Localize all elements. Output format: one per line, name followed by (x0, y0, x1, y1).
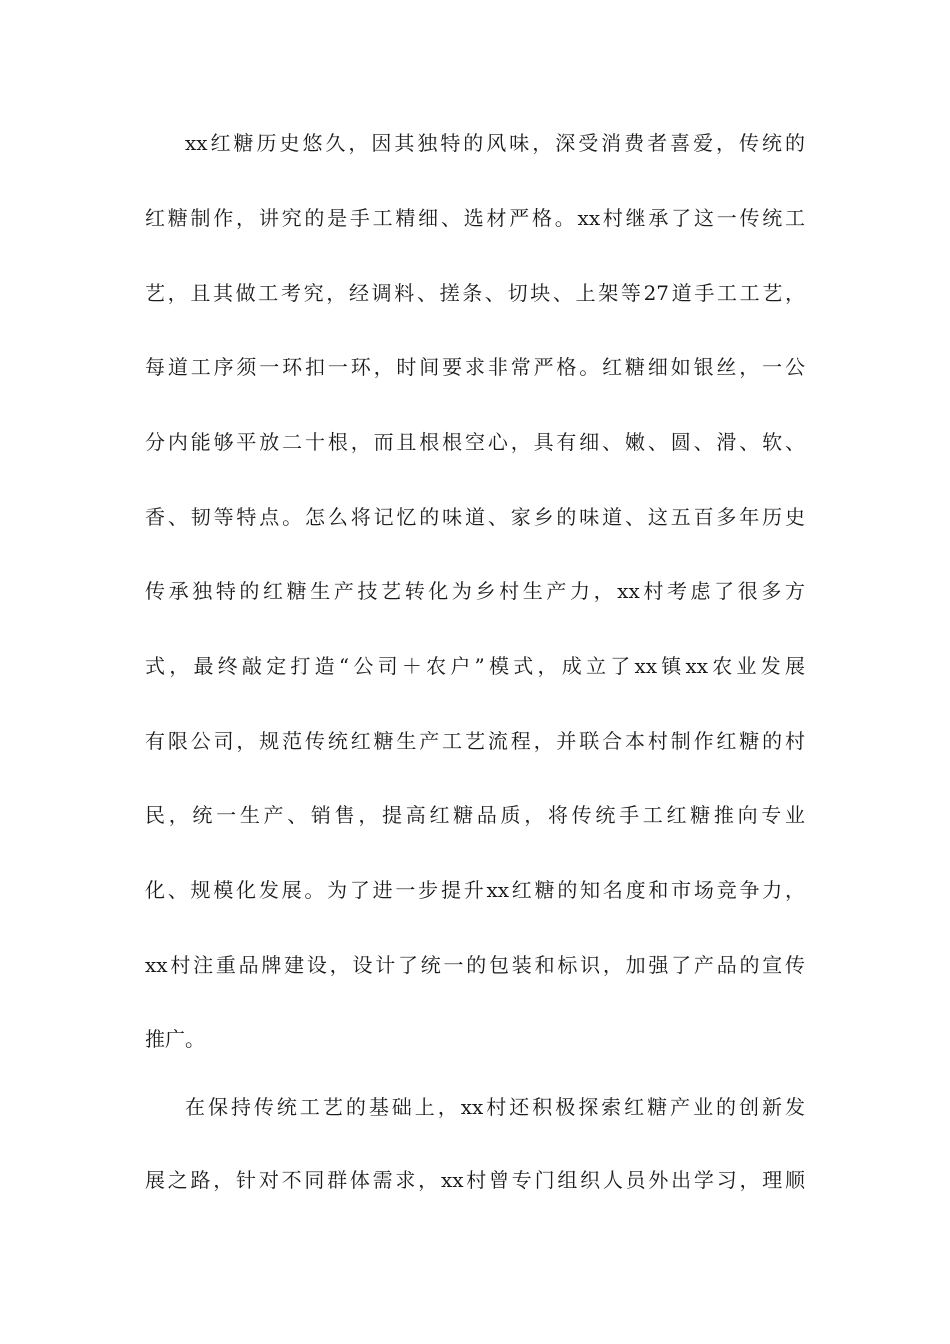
paragraph-1-line-6: 香、韧等特点。怎么将记忆的味道、家乡的味道、这五百多年历史 (145, 505, 805, 529)
paragraph-1-line-13: 推广。 (145, 1027, 205, 1051)
paragraph-1-line-10: 民，统一生产、销售，提高红糖品质，将传统手工红糖推向专业 (145, 803, 805, 827)
paragraph-1-line-2: 红糖制作，讲究的是手工精细、选材严格。xx村继承了这一传统工 (145, 206, 805, 230)
paragraph-1-line-5: 分内能够平放二十根，而且根根空心，具有细、嫩、圆、滑、软、 (145, 430, 805, 454)
paragraph-1-line-8: 式，最终敲定打造“公司＋农户”模式，成立了xx镇xx农业发展 (145, 654, 805, 678)
paragraph-1-line-7: 传承独特的红糖生产技艺转化为乡村生产力，xx村考虑了很多方 (145, 579, 805, 603)
paragraph-1-line-9: 有限公司，规范传统红糖生产工艺流程，并联合本村制作红糖的村 (145, 729, 805, 753)
paragraph-2-line-1: 在保持传统工艺的基础上，xx村还积极探索红糖产业的创新发 (185, 1095, 805, 1119)
paragraph-1-line-1: xx红糖历史悠久，因其独特的风味，深受消费者喜爱，传统的 (185, 131, 805, 155)
paragraph-1-line-3: 艺，且其做工考究，经调料、搓条、切块、上架等27道手工工艺， (145, 281, 805, 305)
paragraph-1-line-4: 每道工序须一环扣一环，时间要求非常严格。红糖细如银丝，一公 (145, 355, 805, 379)
paragraph-1-line-11: 化、规模化发展。为了进一步提升xx红糖的知名度和市场竞争力， (145, 878, 805, 902)
paragraph-2-line-2: 展之路，针对不同群体需求，xx村曾专门组织人员外出学习，理顺 (145, 1168, 805, 1192)
paragraph-1-line-12: xx村注重品牌建设，设计了统一的包装和标识，加强了产品的宣传 (145, 953, 805, 977)
